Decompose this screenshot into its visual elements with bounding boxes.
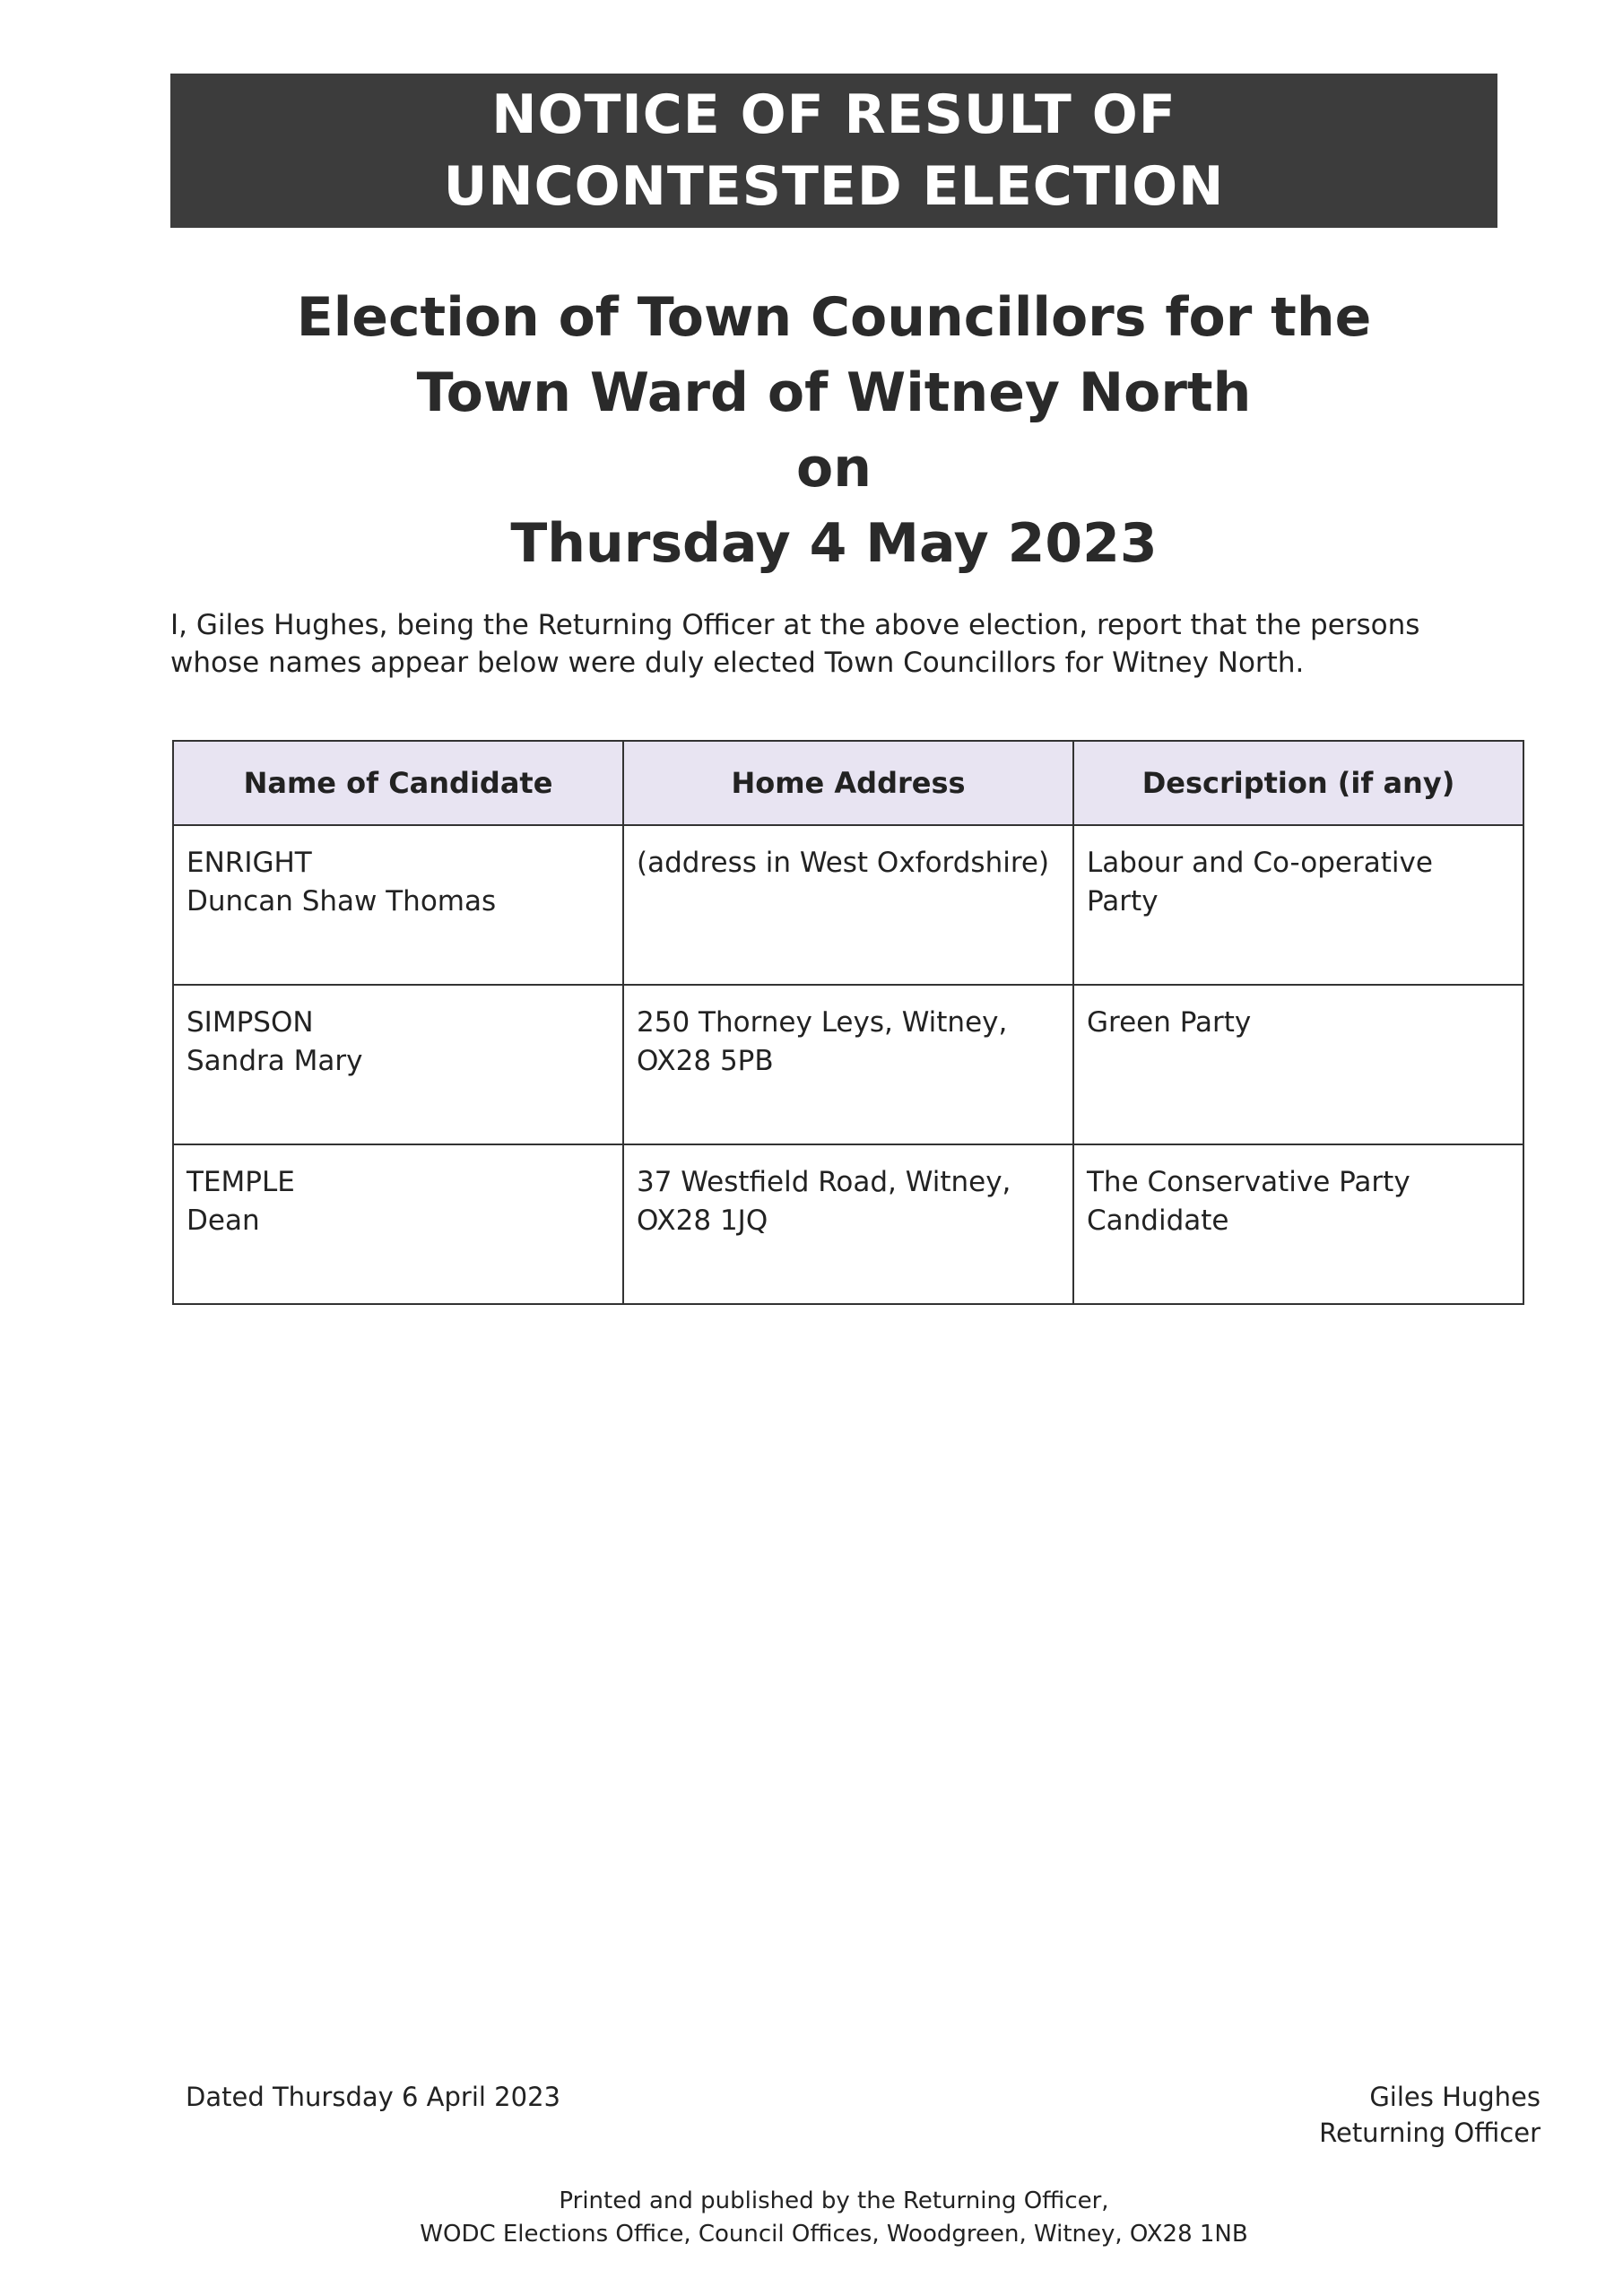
signatory-role: Returning Officer	[1319, 2118, 1541, 2148]
table-row	[173, 825, 1523, 985]
candidates-table	[172, 740, 1524, 1305]
heading-line-2: Town Ward of Witney North	[416, 361, 1252, 424]
signature-block	[1319, 2079, 1541, 2151]
intro-paragraph: I, Giles Hughes, being the Returning Officer at the above election, report that the persons whose names appear below were duly elected Town Councillors for Witney North.	[170, 609, 1420, 679]
table-row	[173, 985, 1523, 1144]
candidate-address-cell	[623, 825, 1073, 985]
signatory-name: Giles Hughes	[1369, 2082, 1541, 2112]
notice-banner	[170, 74, 1497, 228]
description-line-2: Candidate	[1087, 1205, 1229, 1237]
heading-line-4: Thursday 4 May 2023	[510, 512, 1158, 575]
description-line-1: The Conservative Party	[1087, 1166, 1410, 1198]
address-line-1: (address in West Oxfordshire)	[637, 847, 1050, 879]
imprint-footer	[170, 2185, 1497, 2251]
address-line-2: OX28 1JQ	[637, 1205, 768, 1237]
candidate-surname: TEMPLE	[187, 1166, 295, 1198]
footer-line-2: WODC Elections Office, Council Offices, Woodgreen, Witney, OX28 1NB	[420, 2221, 1248, 2248]
candidate-description-cell	[1073, 985, 1523, 1144]
banner-title-line-1: NOTICE OF RESULT OF	[491, 83, 1176, 146]
election-heading	[170, 280, 1497, 581]
candidate-description-cell	[1073, 825, 1523, 985]
heading-line-3: on	[796, 437, 872, 500]
candidate-address-cell	[623, 985, 1073, 1144]
heading-line-1: Election of Town Councillors for the	[296, 286, 1372, 349]
dated-line: Dated Thursday 6 April 2023	[186, 2082, 560, 2112]
candidate-forenames: Duncan Shaw Thomas	[187, 885, 497, 918]
candidate-name-cell	[173, 825, 623, 985]
table-header-row	[173, 741, 1523, 825]
column-header-address: Home Address	[623, 741, 1073, 825]
footer-line-1: Printed and published by the Returning Officer,	[559, 2187, 1109, 2214]
column-header-description: Description (if any)	[1073, 741, 1523, 825]
candidate-name-cell	[173, 1144, 623, 1304]
candidate-forenames: Sandra Mary	[187, 1045, 363, 1077]
candidate-surname: SIMPSON	[187, 1006, 314, 1039]
address-line-1: 250 Thorney Leys, Witney,	[637, 1006, 1008, 1039]
address-line-2: OX28 5PB	[637, 1045, 774, 1077]
description-line-1: Green Party	[1087, 1006, 1252, 1039]
banner-title-line-2: UNCONTESTED ELECTION	[443, 155, 1225, 218]
column-header-name: Name of Candidate	[173, 741, 623, 825]
address-line-1: 37 Westfield Road, Witney,	[637, 1166, 1011, 1198]
candidate-name-cell	[173, 985, 623, 1144]
table-row	[173, 1144, 1523, 1304]
candidate-surname: ENRIGHT	[187, 847, 312, 879]
candidate-description-cell	[1073, 1144, 1523, 1304]
candidate-forenames: Dean	[187, 1205, 260, 1237]
candidate-address-cell	[623, 1144, 1073, 1304]
description-line-1: Labour and Co-operative Party	[1087, 847, 1433, 918]
